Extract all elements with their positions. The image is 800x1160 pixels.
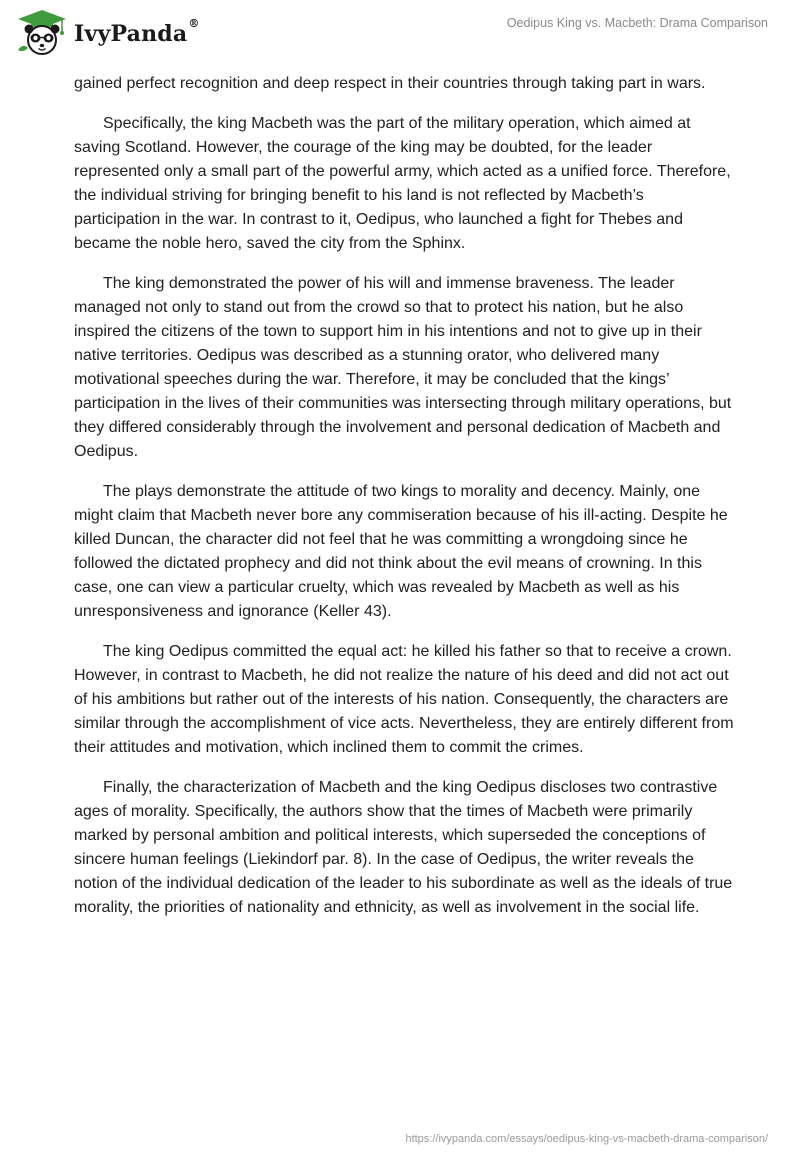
- paragraph-6: Finally, the characterization of Macbeth and the king Oedipus discloses two contrastive ages of morality. Specifically, the authors show that the times of Macbeth were primarily marked by personal ambition and political interests, which superseded the conceptions of sincere human feelings (Liekindorf par. 8). In the case of Oedipus, the writer reveals the notion of the individual dedication of the leader to his subordinate as well as the ideals of true morality, the priorities of nationality and ethnicity, as well as involvement in the social life.: [74, 779, 733, 916]
- registered-mark: ®: [188, 17, 200, 30]
- paragraph-2: Specifically, the king Macbeth was the part of the military operation, which aimed at saving Scotland. However, the courage of the king may be doubted, for the leader represented only a small part of the powerful army, which acted as a unified force. Therefore, the individual striving for bringing benefit to his land is not reflected by Macbeth’s participation in the war. In contrast to it, Oedipus, who launched a fight for Thebes and became the noble hero, saved the city from the Sphinx.: [74, 115, 731, 252]
- paragraph-1: gained perfect recognition and deep respect in their countries through taking part in wars.: [74, 75, 706, 92]
- source-url-link[interactable]: https://ivypanda.com/essays/oedipus-king-vs-macbeth-drama-comparison/: [405, 1133, 768, 1145]
- brand-name: IvyPanda®: [74, 17, 200, 47]
- panda-graduate-icon: [14, 8, 70, 56]
- essay-body: [74, 72, 734, 936]
- page-header: [0, 0, 800, 70]
- document-title: Oedipus King vs. Macbeth: Drama Comparison: [506, 16, 768, 30]
- paragraph-4: The plays demonstrate the attitude of two kings to morality and decency. Mainly, one might claim that Macbeth never bore any commiseration because of his ill-acting. Despite he killed Duncan, the character did not feel that he was committing a wrongdoing since he followed the dictated prophecy and did not think about the evil means of crowning. In this case, one can view a particular cruelty, which was revealed by Macbeth as well as his unresponsiveness and ignorance (Keller 43).: [74, 483, 728, 620]
- paragraph-3: The king demonstrated the power of his will and immense braveness. The leader managed not only to stand out from the crowd so that to protect his nation, but he also inspired the citizens of the town to support him in his intentions and not to give up in their native territories. Oedipus was described as a stunning orator, who delivered many motivational speeches during the war. Therefore, it may be concluded that the kings’ participation in the lives of their communities was intersecting through military operations, but they differed considerably through the involvement and personal dedication of Macbeth and Oedipus.: [74, 275, 732, 460]
- paragraph-5: The king Oedipus committed the equal act: he killed his father so that to receive a crown. However, in contrast to Macbeth, he did not realize the nature of his deed and did not act out of his ambitions but rather out of the interests of his nation. Consequently, the characters are similar through the accomplishment of vice acts. Nevertheless, they are entirely different from their attitudes and motivation, which inclined them to commit the crimes.: [74, 643, 734, 756]
- brand-logo[interactable]: [14, 8, 200, 56]
